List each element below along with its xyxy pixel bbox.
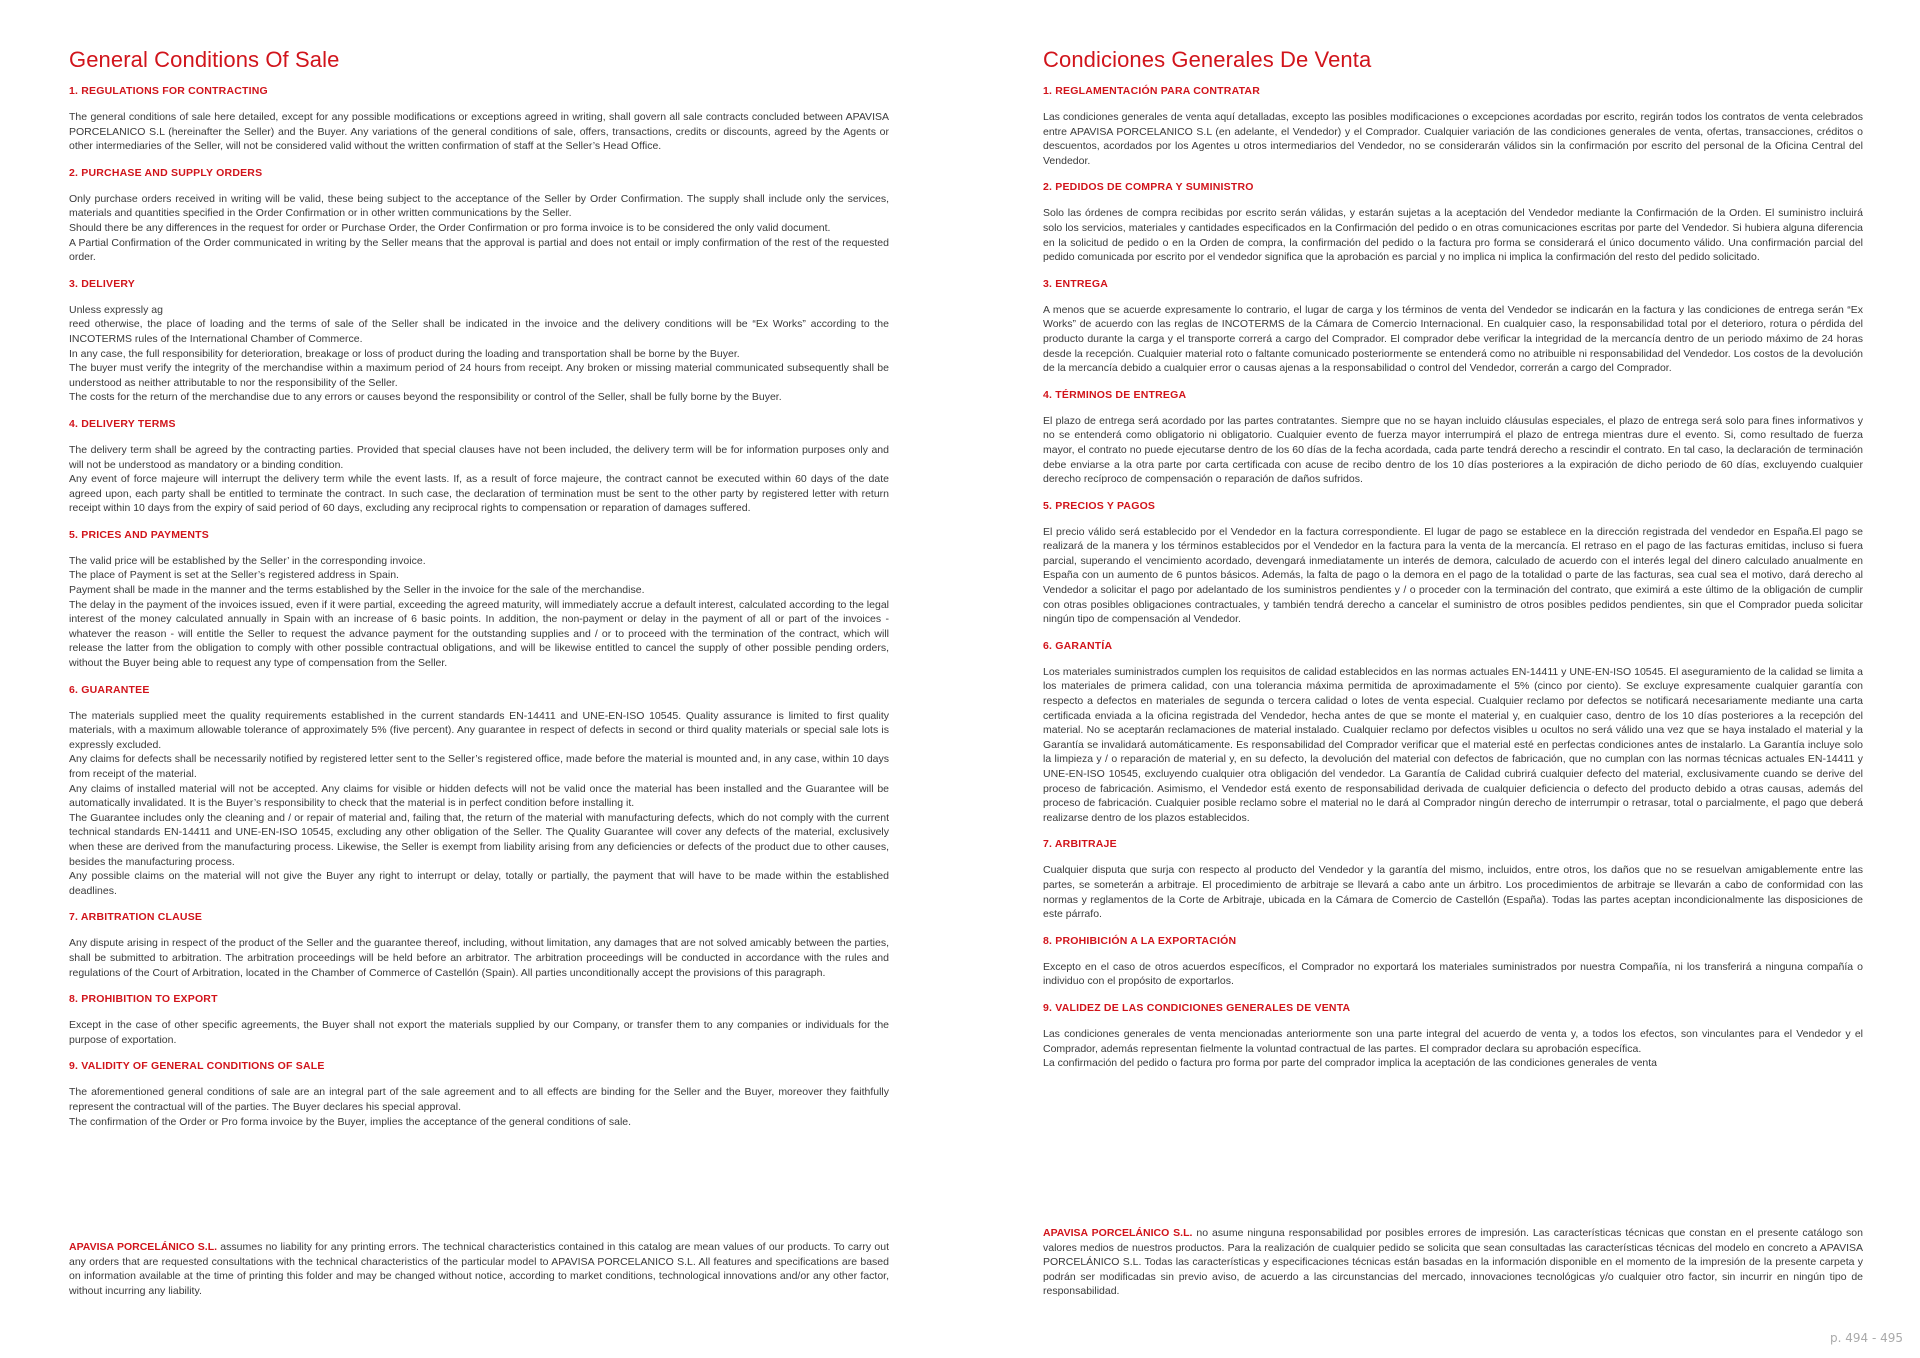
- paragraph: El plazo de entrega será acordado por las partes contratantes. Siempre que no se hayan incluido cláusulas especiales, el plazo de entrega será solo para fines informativos y no se entenderá como obligatorio ni obligatorio. Cualquier evento de fuerza mayor interrumpirá el plazo de entrega mientras dure el evento. Si, como resultado de fuerza mayor, el contrato no puede ejecutarse dentro de los 60 días de la fecha acordada, cada parte tendrá derecho a rescindir el contrato. En tal caso, la declaración de terminación debe enviarse a la otra parte por carta certificada con acuse de recibo dentro de los 10 días posteriores a la expiración de dicho periodo de 60 días, excluyendo cualquier derecho recíproco de compensación o reparación de daños sufridos.: [1043, 414, 1863, 486]
- section-body: [1043, 665, 1863, 826]
- paragraph: Except in the case of other specific agreements, the Buyer shall not export the materials supplied by our Company, or transfer them to any companies or individuals for the purpose of exportation.: [69, 1019, 889, 1046]
- paragraph: Only purchase orders received in writing will be valid, these being subject to the acceptance of the Seller by Order Confirmation. The supply shall include only the services, materials and quantities specified in the Order Confirmation or in other written communications by the Seller.: [69, 192, 889, 220]
- disclaimer: [69, 1240, 889, 1298]
- disclaimer: [1043, 1226, 1863, 1299]
- section-5: [1043, 499, 1863, 627]
- section-heading: 5. PRICES AND PAYMENTS: [69, 528, 209, 541]
- section-heading: 7. ARBITRAJE: [1043, 838, 1117, 851]
- section-body: [1043, 303, 1863, 376]
- paragraph: Los materiales suministrados cumplen los requisitos de calidad establecidos en las normas actuales EN-14411 y UNE-EN-ISO 10545. El aseguramiento de la calidad se limita a los materiales de primera calidad, con una tolerancia máxima permitida de aproximadamente el 5% (cinco por ciento). Se excluye expresamente cualquier garantía con respecto a defectos en materiales de segunda o tercera calidad o lotes de venta especial. Cualquier reclamo por defectos se notificará necesariamente mediante una carta certificada enviada a la oficina registrada del Vendedor, hecha antes de que se monte el material y, en cualquier caso, dentro de los 10 días posteriores a la recepción del material. No se aceptarán reclamaciones de material instalado. Cualquier reclamo por defectos visibles u ocultos no será válido una vez que se haya instalado el material y la Garantía se invalidará automáticamente. Es responsabilidad del Comprador verificar que el material esté en perfectas condiciones antes de instalarlo. La Garantía incluye solo la limpieza y / o reparación de material y, en su defecto, la devolución del material con defectos de fabricación, que no cumplan con las normas técnicas actuales EN-14411 y UNE-EN-ISO 10545, excluyendo cualquier otra obligación del vendedor. La Garantía de Calidad cubrirá cualquier defecto del material, exclusivamente cuando se derive del proceso de fabricación. Asimismo, el Vendedor está exento de responsabilidad derivada de cualquier deficiencia o defecto del producto debido a otras causas, además del proceso de fabricación. Cualquier posible reclamo sobre el material no le dará al Comprador ningún derecho de interrumpir o retrasar, total o parcialmente, el pago que deberá realizarse dentro de los plazos establecidos.: [1043, 665, 1863, 824]
- section-heading: 5. PRECIOS Y PAGOS: [1043, 499, 1156, 512]
- section-2: [69, 166, 889, 265]
- section-body: [69, 1018, 889, 1047]
- section-5: [69, 528, 889, 671]
- page-title: General Conditions Of Sale: [69, 47, 340, 72]
- section-3: [1043, 277, 1863, 376]
- paragraph: In any case, the full responsibility for deterioration, breakage or loss of product during the loading and transportation shall be borne by the Buyer.: [69, 347, 740, 360]
- section-body: [1043, 206, 1863, 264]
- section-6: [69, 683, 889, 899]
- page-number: p. 494 - 495: [1829, 1331, 1903, 1345]
- paragraph: reed otherwise, the place of loading and the terms of sale of the Seller shall be indicated in the invoice and the delivery conditions will be “Ex Works” according to the INCOTERMS rules of the International Chamber of Commerce.: [69, 318, 889, 345]
- section-heading: 6. GUARANTEE: [69, 683, 150, 696]
- section-heading: 9. VALIDITY OF GENERAL CONDITIONS OF SALE: [69, 1060, 325, 1073]
- right-page-spanish: [1043, 0, 1863, 1083]
- paragraph: Any claims of installed material will not be accepted. Any claims for visible or hidden defects will not be valid once the material has been installed and the Guarantee will be automatically invalidated. It is the Buyer’s responsibility to check that the material is in perfect condition before installing it.: [69, 782, 889, 810]
- section-heading: 4. TÉRMINOS DE ENTREGA: [1043, 388, 1187, 401]
- paragraph: Unless expressly ag: [69, 303, 163, 316]
- section-list: [69, 84, 889, 1129]
- section-4: [69, 417, 889, 516]
- section-body: [1043, 414, 1863, 487]
- section-1: [1043, 84, 1863, 168]
- section-heading: 2. PURCHASE AND SUPPLY ORDERS: [69, 166, 263, 179]
- section-body: [1043, 110, 1863, 168]
- section-8: [69, 992, 889, 1047]
- section-body: [69, 192, 889, 265]
- section-body: [69, 443, 889, 516]
- section-9: [1043, 1001, 1863, 1071]
- paragraph: The delivery term shall be agreed by the contracting parties. Provided that special clauses have not been included, the delivery term will be for information purposes only and will not be understood as mandatory or a binding condition.: [69, 443, 889, 471]
- section-heading: 3. ENTREGA: [1043, 277, 1109, 290]
- paragraph: The general conditions of sale here detailed, except for any possible modifications or exceptions agreed in writing, shall govern all sale contracts concluded between APAVISA PORCELANICO S.L (hereinafter the Seller) and the Buyer. Any variations of the general conditions of sale, offers, transactions, credits or discounts, agreed by the Agents or other intermediaries of the Seller, will not be considered valid without the written confirmation of staff at the Seller’s Head Office.: [69, 111, 889, 153]
- section-heading: 1. REGULATIONS FOR CONTRACTING: [69, 85, 268, 97]
- paragraph: The aforementioned general conditions of sale are an integral part of the sale agreement and to all effects are binding for the Seller and the Buyer, moreover they faithfully represent the contractual will of the parties. The Buyer declares his special approval.: [69, 1086, 889, 1113]
- paragraph: Excepto en el caso de otros acuerdos específicos, el Comprador no exportará los materiales suministrados por nuestra Compañía, ni los transferirá a ninguna compañía o individuo con el propósito de exportarlos.: [1043, 960, 1863, 988]
- paragraph: Any possible claims on the material will not give the Buyer any right to interrupt or delay, totally or partially, the payment that will have to be made within the established deadlines.: [69, 870, 889, 897]
- section-body: [1043, 863, 1863, 921]
- paragraph: The Guarantee includes only the cleaning and / or repair of material and, failing that, the return of the material with manufacturing defects, which do not comply with the current technical standards EN-14411 and UNE-EN-ISO 10545, excluding any other obligation of the Seller. The Quality Guarantee will cover any defects of the material, exclusively when these are derived from the manufacturing process. Likewise, the Seller is exempt from liability arising from any deficiencies or defects of the product due to other causes, besides the manufacturing process.: [69, 811, 889, 868]
- paragraph: Should there be any differences in the request for order or Purchase Order, the Order Confirmation or pro forma invoice is to be considered the only valid document.: [69, 221, 831, 234]
- section-heading: 8. PROHIBICIÓN A LA EXPORTACIÓN: [1043, 934, 1237, 947]
- paragraph: The costs for the return of the merchandise due to any errors or causes beyond the responsibility or control of the Seller, shall be fully borne by the Buyer.: [69, 391, 782, 404]
- paragraph: A Partial Confirmation of the Order communicated in writing by the Seller means that the approval is partial and does not entail or imply confirmation of the rest of the requested order.: [69, 236, 889, 264]
- section-7: [69, 910, 889, 980]
- paragraph: The buyer must verify the integrity of the merchandise within a maximum period of 24 hours from receipt. Any broken or missing material communicated subsequently shall be understood as neither attributable to nor the responsibility of the Seller.: [69, 362, 889, 389]
- section-body: [69, 709, 889, 899]
- section-body: [1043, 525, 1863, 627]
- section-list: [1043, 84, 1863, 1071]
- section-body: [69, 1085, 889, 1129]
- section-body: [69, 110, 889, 154]
- paragraph: La confirmación del pedido o factura pro forma por parte del comprador implica la aceptación de las condiciones generales de venta: [1043, 1057, 1658, 1070]
- section-heading: 4. DELIVERY TERMS: [69, 417, 176, 430]
- paragraph: The confirmation of the Order or Pro forma invoice by the Buyer, implies the acceptance of the general conditions of sale.: [69, 1115, 632, 1128]
- paragraph: Any claims for defects shall be necessarily notified by registered letter sent to the Seller’s registered office, made before the material is mounted and, in any case, within 10 days from receipt of the material.: [69, 753, 889, 780]
- paragraph: Any dispute arising in respect of the product of the Seller and the guarantee thereof, including, without limitation, any damages that are not solved amicably between the parties, shall be submitted to arbitration. The arbitration proceedings will be held before an arbitrator. The arbitration proceedings will be conducted in accordance with the rules and regulations of the Court of Arbitration, located in the Chamber of Commerce of Castellón (Spain). All parties unconditionally accept the provisions of this paragraph.: [69, 937, 889, 979]
- paragraph: The delay in the payment of the invoices issued, even if it were partial, exceeding the agreed maturity, will immediately accrue a default interest, calculated according to the legal interest of the money calculated annually in Spain with an increase of 6 basic points. In addition, the non-payment or delay in the payment of all or part of the invoices - whatever the reason - will entitle the Seller to request the advance payment for the outstanding supplies and / or to proceed with the termination of the contract, which will release the latter from the obligation to comply with other possible contractual obligations, and will be likewise entitled to cancel the supply of other possible pending orders, without the Buyer being able to request any type of compensation from the Seller.: [69, 598, 889, 670]
- section-body: [69, 303, 889, 405]
- section-1: [69, 84, 889, 154]
- section-heading: 1. REGLAMENTACIÓN PARA CONTRATAR: [1043, 85, 1260, 97]
- paragraph: The place of Payment is set at the Seller’s registered address in Spain.: [69, 569, 399, 582]
- disclaimer-text: no asume ninguna responsabilidad por posibles errores de impresión. Las características técnicas que constan en el presente catálogo son valores medios de nuestros productos. Para la realización de cualquier pedido se solicita que sean consultadas las características técnicas del modelo en concreto a APAVISA PORCELÁNICO S.L. Todas las características y especificaciones técnicas están basadas en la información disponible en el momento de la impresión de la presente carpeta y podrán ser modificadas sin previo aviso, de acuerdo a las circunstancias del mercado, innovaciones tecnológicas y/o cualquier otro factor, sin incurrir en ningún tipo de responsabilidad.: [1043, 1227, 1863, 1298]
- paragraph: Solo las órdenes de compra recibidas por escrito serán válidas, y estarán sujetas a la aceptación del Vendedor mediante la Confirmación de la Orden. El suministro incluirá solo los servicios, materiales y cantidades especificados en la Confirmación del pedido o en otras comunicaciones escritas por parte del Vendedor. Si hubiera alguna diferencia en la solicitud de pedido o en la Orden de compra, la confirmación del pedido o la factura pro forma se considerará el único documento válido. Una confirmación parcial del pedido comunicada por escrito por el vendedor significa que la aprobación es parcial y no implica ni implica la confirmación del resto del pedido solicitado.: [1043, 207, 1863, 264]
- section-9: [69, 1059, 889, 1129]
- section-body: [1043, 960, 1863, 989]
- paragraph: El precio válido será establecido por el Vendedor en la factura correspondiente. El lugar de pago se establece en la dirección registrada del vendedor en España.El pago se realizará de la manera y los términos establecidos por el Vendedor en la factura para la venta de la mercancía. El retraso en el pago de las facturas emitidas, incluso si fuera parcial, superando el vencimiento acordado, devengará inmediatamente un interés de demora, calculado de acuerdo con el interés legal del dinero calculado anualmente en España con un aumento de 6 puntos básicos. Además, la falta de pago o la demora en el pago de la totalidad o parte de las facturas, sea cual sea el motivo, dará derecho al Vendedor a solicitar el pago por adelantado de los suministros pendientes y / o proceder con la terminación del contrato, que eximirá a este último de la obligación de cumplir con otras posibles obligaciones contractuales, y también tendrá derecho a cancelar el suministro de otros posibles pedidos pendientes, sin que el Comprador pueda solicitar ningún tipo de compensación al Vendedor.: [1043, 525, 1863, 626]
- paragraph: Payment shall be made in the manner and the terms established by the Seller in the invoice for the sale of the merchandise.: [69, 584, 645, 597]
- paragraph: The valid price will be established by the Seller’ in the corresponding invoice.: [69, 554, 426, 567]
- disclaimer-text: assumes no liability for any printing errors. The technical characteristics contained in this catalog are mean values of our products. To carry out any orders that are requested consultations with the technical characteristics of the particular model to APAVISA PORCELANICO S.L. All features and specifications are based on information available at the time of printing this folder and may be changed without notice, according to market conditions, technological innovations and/or any other factor, without incurring any liability.: [69, 1241, 889, 1297]
- paragraph: The materials supplied meet the quality requirements established in the current standards EN-14411 and UNE-EN-ISO 10545. Quality assurance is limited to first quality materials, with a maximum allowable tolerance of approximately 5% (five percent). Any guarantee in respect of defects in second or third quality materials or special sale lots is expressly excluded.: [69, 709, 889, 751]
- paragraph: Las condiciones generales de venta mencionadas anteriormente son una parte integral del acuerdo de venta y, a todos los efectos, son vinculantes para el Vendedor y el Comprador, además representan fielmente la voluntad contractual de las partes. El comprador declara su aprobación específica.: [1043, 1027, 1863, 1055]
- section-heading: 3. DELIVERY: [69, 277, 135, 290]
- section-body: [69, 554, 889, 671]
- page-title: Condiciones Generales De Venta: [1043, 47, 1372, 72]
- section-8: [1043, 934, 1863, 989]
- section-2: [1043, 180, 1863, 264]
- section-heading: 6. GARANTÍA: [1043, 639, 1113, 652]
- section-4: [1043, 388, 1863, 487]
- section-6: [1043, 639, 1863, 826]
- section-7: [1043, 837, 1863, 921]
- paragraph: Cualquier disputa que surja con respecto al producto del Vendedor y la garantía del mismo, incluidos, entre otros, los daños que no se resuelvan amigablemente entre las partes, se someterán a arbitraje. El procedimiento de arbitraje se llevará a cabo ante un árbitro. Los procedimientos de arbitraje se llevarán a cabo de conformidad con las normas y reglamentos de la Corte de Arbitraje, ubicada en la Cámara de Comercio de Castellón (España). Todas las partes aceptan incondicionalmente las disposiciones de este párrafo.: [1043, 864, 1863, 921]
- section-heading: 7. ARBITRATION CLAUSE: [69, 911, 203, 924]
- left-page-english: [69, 0, 889, 1141]
- section-3: [69, 277, 889, 405]
- disclaimer-brand: APAVISA PORCELÁNICO S.L.: [69, 1241, 218, 1253]
- section-body: [69, 936, 889, 980]
- section-heading: 2. PEDIDOS DE COMPRA Y SUMINISTRO: [1043, 181, 1254, 194]
- paragraph: A menos que se acuerde expresamente lo contrario, el lugar de carga y los términos de venta del Vendedor se indicarán en la factura y las condiciones de entrega serán “Ex Works” de acuerdo con las reglas de INCOTERMS de la Cámara de Comercio Internacional. En cualquier caso, la responsabilidad total por el deterioro, rotura o pérdida del producto durante la carga y el transporte correrá a cargo del Comprador. El comprador debe verificar la integridad de la mercancía dentro de un periodo máximo de 24 horas desde la recepción. Cualquier material roto o faltante comunicado posteriormente se entenderá como no atribuible ni responsabilidad del Vendedor. Los costos de la devolución de la mercancía debido a cualquier error o causas ajenas a la responsabilidad o control del Vendedor, correrán a cargo del Comprador.: [1043, 303, 1863, 375]
- disclaimer-brand: APAVISA PORCELÁNICO S.L.: [1043, 1227, 1193, 1239]
- section-body: [1043, 1027, 1863, 1071]
- section-heading: 8. PROHIBITION TO EXPORT: [69, 993, 218, 1006]
- paragraph: Any event of force majeure will interrupt the delivery term while the event lasts. If, as a result of force majeure, the contract cannot be executed within 60 days of the date agreed upon, each party shall be entitled to terminate the contract. In such case, the declaration of termination must be sent to the other party by registered letter with return receipt within 10 days from the expiry of said period of 60 days, excluding any reciprocal rights to compensation or reparation of damages suffered.: [69, 473, 889, 515]
- section-heading: 9. VALIDEZ DE LAS CONDICIONES GENERALES DE VENTA: [1043, 1001, 1351, 1014]
- paragraph: Las condiciones generales de venta aquí detalladas, excepto las posibles modificaciones o excepciones acordadas por escrito, regirán todos los contratos de venta celebrados entre APAVISA PORCELANICO S.L (en adelante, el Vendedor) y el Comprador. Cualquier variación de las condiciones generales de venta, ofertas, transacciones, créditos o descuentos, acordados por los Agentes u otros intermediarios del Vendedor, no se considerarán válidos sin la confirmación por escrito del personal de la Oficina Central del Vendedor.: [1043, 111, 1863, 167]
